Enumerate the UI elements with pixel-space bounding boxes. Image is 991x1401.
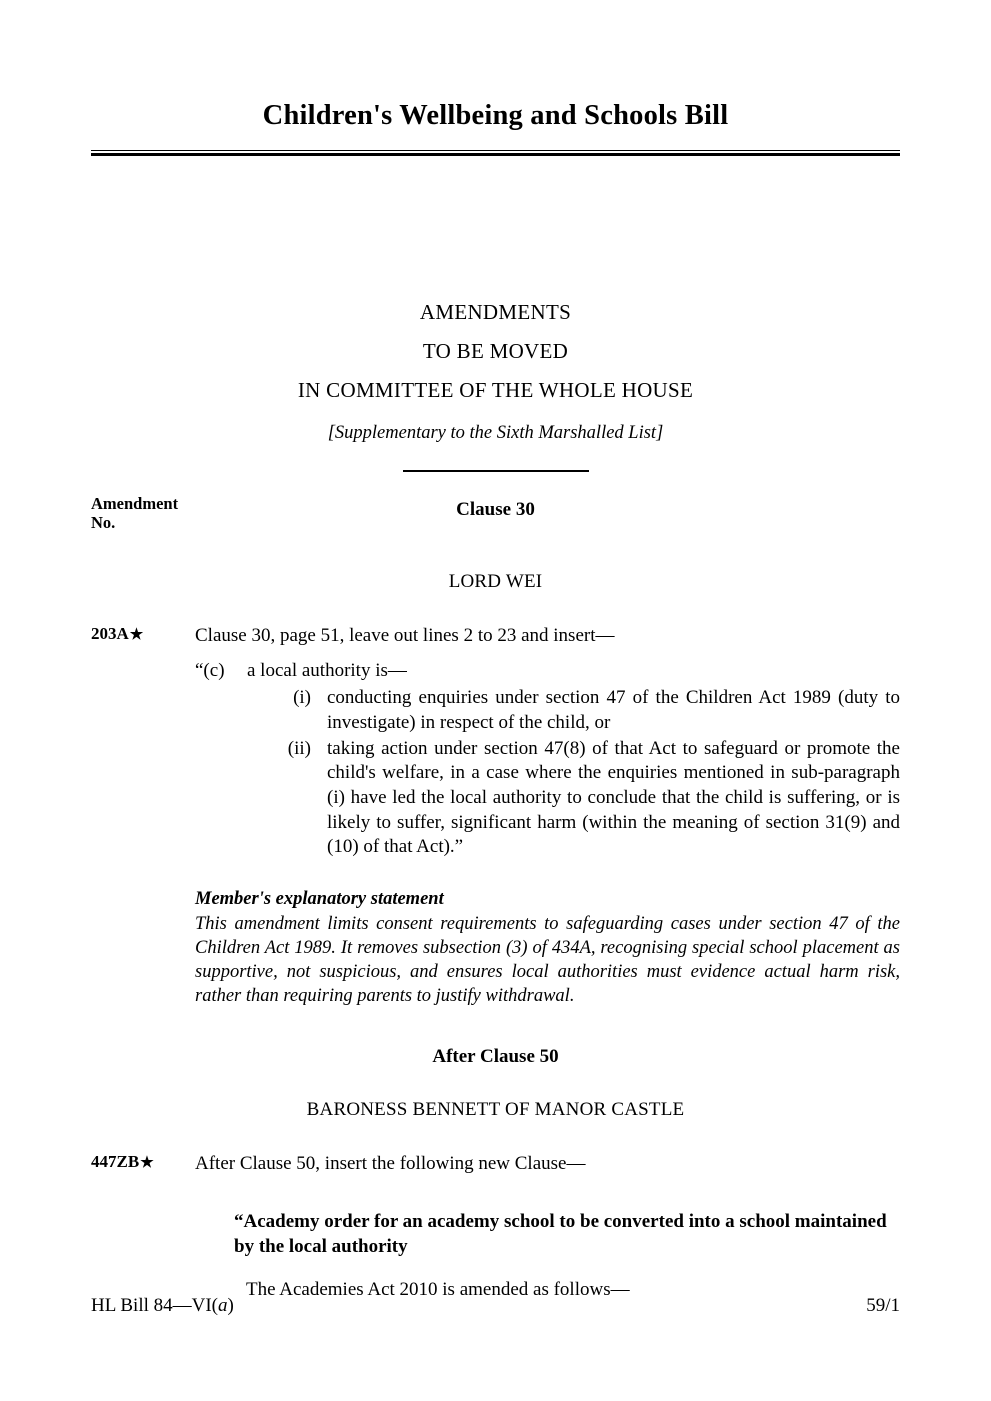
amendment-lead-line: After Clause 50, insert the following new Clause— [195, 1153, 586, 1175]
bill-reference-close: ) [227, 1295, 234, 1316]
explanatory-statement [195, 887, 900, 1008]
roman-list [195, 686, 900, 860]
clause-heading: Clause 30 [456, 498, 535, 520]
heading-amendments: AMENDMENTS [419, 299, 572, 324]
roman-text-i: conducting enquiries under section 47 of the Children Act 1989 (duty to investigate) in respect of the child, or [327, 687, 900, 733]
insert-block [195, 659, 900, 860]
member-name-lord-wei: LORD WEI [448, 570, 543, 592]
heading-to-be-moved: TO BE MOVED [422, 338, 569, 363]
amendment-number-203a [91, 624, 143, 644]
amendment-number-text: 447ZB [91, 1152, 140, 1172]
amendment-number-text: 203A [91, 623, 129, 643]
new-clause-heading: “Academy order for an academy school to be converted into a school maintained by the local authority [234, 1210, 887, 1257]
new-clause-intro-line: The Academies Act 2010 is amended as follows— [246, 1279, 630, 1301]
member-name-baroness-bennett: BARONESS BENNETT OF MANOR CASTLE [306, 1099, 685, 1121]
amendment-203a [91, 624, 900, 649]
amendment-no-label [91, 494, 178, 533]
amendment-number-447zb [91, 1152, 154, 1172]
list-item [265, 737, 900, 860]
explanatory-statement-title: Member's explanatory statement [195, 888, 444, 909]
bill-reference-main: HL Bill 84—VI( [91, 1295, 219, 1316]
list-item [265, 686, 900, 735]
star-icon: ★ [129, 626, 144, 643]
page-number: 59/1 [866, 1295, 900, 1316]
heading-in-committee: IN COMMITTEE OF THE WHOLE HOUSE [297, 377, 694, 402]
heading-subtitle: [Supplementary to the Sixth Marshalled List] [327, 422, 664, 443]
header-double-rule [91, 150, 900, 156]
headings-block [91, 299, 900, 472]
roman-label-ii: (ii) [287, 737, 311, 759]
bill-reference-italic: a [218, 1295, 228, 1316]
page-footer [91, 1295, 900, 1317]
heading-divider-rule [403, 470, 589, 472]
amendment-447zb [91, 1152, 900, 1177]
star-icon: ★ [140, 1155, 154, 1172]
paragraph-c-text: a local authority is— [247, 660, 407, 682]
paragraph-c [195, 659, 900, 684]
explanatory-statement-body: This amendment limits consent requirements to safeguarding cases under section 47 of the Children Act 1989. It removes subsection (3) of 434A, recognising special school placement as supportive, not suspicious, and ensures local authorities must evidence actual harm risk, rather than requiring parents to justify withdrawal. [195, 914, 900, 1007]
amendment-no-label-line1: Amendment [91, 493, 179, 513]
header-rule-thick [91, 153, 900, 156]
roman-text-ii: taking action under section 47(8) of that Act to safeguard or promote the child's welfare, in a case where the enquiries mentioned in sub-paragraph (i) have led the local authority to conclude that the child is suffering, or is likely to suffer, significant harm (within the meaning of section 31(9) and (10) of that Act).” [327, 737, 900, 858]
bill-reference [91, 1295, 234, 1317]
section-heading-after-clause-50: After Clause 50 [432, 1046, 559, 1068]
amendment-lead-line: Clause 30, page 51, leave out lines 2 to 23 and insert— [195, 624, 615, 646]
paragraph-c-label: “(c) [195, 660, 225, 682]
page-title: Children's Wellbeing and Schools Bill [262, 100, 729, 131]
amendment-no-label-line2: No. [91, 513, 116, 533]
roman-label-i: (i) [293, 687, 311, 709]
column-header [91, 494, 900, 540]
